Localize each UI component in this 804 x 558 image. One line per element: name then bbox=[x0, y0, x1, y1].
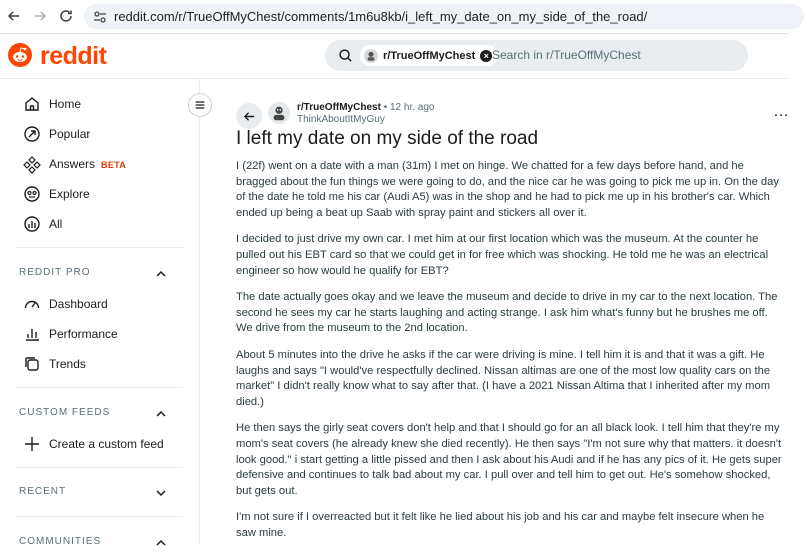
subreddit-filter-chip[interactable] bbox=[360, 45, 498, 66]
collapse-sidebar-button[interactable] bbox=[188, 93, 212, 117]
sidebar-item-label: All bbox=[49, 217, 63, 231]
subreddit-link[interactable]: r/TrueOffMyChest bbox=[297, 102, 381, 113]
sidebar-divider bbox=[16, 247, 183, 248]
performance-icon bbox=[23, 325, 41, 343]
author-link[interactable]: ThinkAboutItMyGuy bbox=[297, 114, 385, 125]
post-time: 12 hr. ago bbox=[389, 102, 435, 113]
dashboard-icon bbox=[23, 295, 41, 313]
reddit-logo-icon[interactable] bbox=[8, 43, 32, 67]
answers-icon bbox=[23, 155, 41, 173]
post-paragraph: About 5 minutes into the drive he asks if the car were driving is mine. I tell him it is and that it was a gift. He laughs and says "I would've respectfully declined. Nissan altimas are one of the most low quality cars on the market" I didn't really know what to say after that. (I have a 2021 Nissan Altima that I inherited after my mom died.) bbox=[236, 348, 771, 408]
search-input[interactable]: Search in r/TrueOffMyChest bbox=[492, 48, 641, 62]
sidebar-divider bbox=[16, 467, 183, 468]
search-icon bbox=[338, 48, 353, 63]
post-paragraph: I (22f) went on a date with a man (31m) I met on hinge. We chatted for a few days before hand, and he bragged about the fun things we were going to do, and the nice car he was going to pick me up in. On the day of the date he told me his car (Audi A5) was in the shop and he had to pick me up in his brother's car. Which ended up being a beat up Saab with spray paint and stickers all over it. bbox=[236, 160, 779, 219]
post-meta bbox=[297, 102, 434, 126]
site-settings-icon[interactable] bbox=[92, 9, 108, 25]
section-heading: COMMUNITIES bbox=[19, 536, 102, 547]
chevron-up-icon[interactable] bbox=[154, 407, 168, 421]
sidebar-item-performance[interactable] bbox=[0, 319, 199, 349]
sidebar-item-label: Performance bbox=[49, 327, 118, 341]
section-reddit-pro[interactable] bbox=[0, 259, 199, 289]
post-paragraph: I decided to just drive my own car. I met him at our first location which was the museum. At the counter he pulled out his EBT card so that we could get in for free which was shocking. He told me he was an electrical engineer so how would he qualify for EBT? bbox=[236, 233, 769, 277]
section-heading: REDDIT PRO bbox=[19, 267, 91, 278]
back-arrow-icon[interactable] bbox=[6, 8, 22, 24]
chevron-up-icon[interactable] bbox=[154, 267, 168, 281]
post-paragraph: He then says the girly seat covers don't help and that I should go for an all black look. I tell him that they're my mom's seat covers (he already knew she died recently). He then says "I'm not sure why that matters. it doesn't look good." i start getting a little pissed and then I ask about his Audi and if he has any pics of it. He gets super defensive and continues to talk bad about my car. I pull over and tell him to get out. He's somehow shocked, but gets out. bbox=[236, 422, 782, 497]
sidebar-item-label: Home bbox=[49, 97, 82, 111]
sidebar-item-label: Popular bbox=[49, 127, 91, 141]
post-paragraph: The date actually goes okay and we leave the museum and decide to drive in my car to the next location. The second he sees my car he starts laughing and acting strange. I ask him what's funny but he brushes me off. We drive from the museum to the 2nd location. bbox=[236, 291, 778, 335]
post-paragraph: I'm not sure if I overreacted but it felt like he lied about his job and his car and maybe felt insecure when he saw mine. bbox=[236, 511, 765, 539]
site-header bbox=[0, 34, 788, 79]
answers-label: Answers bbox=[49, 157, 96, 171]
back-button[interactable] bbox=[236, 103, 262, 129]
section-heading: CUSTOM FEEDS bbox=[19, 407, 111, 418]
section-recent[interactable] bbox=[0, 478, 199, 508]
sidebar-item-label: Dashboard bbox=[49, 297, 108, 311]
section-communities[interactable] bbox=[0, 528, 199, 558]
chevron-down-icon[interactable] bbox=[154, 486, 168, 500]
sidebar-item-label: Explore bbox=[49, 187, 90, 201]
reload-icon[interactable] bbox=[58, 8, 74, 24]
left-sidebar bbox=[0, 79, 200, 545]
sidebar-item-answers[interactable] bbox=[0, 149, 199, 179]
subreddit-avatar[interactable] bbox=[268, 102, 290, 124]
sidebar-item-label: Trends bbox=[49, 357, 86, 371]
beta-badge: BETA bbox=[101, 160, 127, 170]
browser-toolbar bbox=[0, 0, 788, 34]
reddit-wordmark[interactable]: reddit bbox=[40, 42, 107, 70]
home-icon bbox=[23, 95, 41, 113]
sidebar-item-explore[interactable] bbox=[0, 179, 199, 209]
sidebar-item-dashboard[interactable] bbox=[0, 289, 199, 319]
address-bar[interactable] bbox=[84, 4, 804, 29]
meta-separator: • bbox=[383, 102, 388, 113]
plus-icon bbox=[23, 435, 41, 453]
sidebar-divider bbox=[16, 387, 183, 388]
sidebar-item-label bbox=[49, 157, 126, 171]
more-options-icon[interactable]: … bbox=[773, 103, 790, 120]
remove-filter-icon[interactable]: × bbox=[480, 50, 492, 62]
post-title: I left my date on my side of the road bbox=[236, 128, 539, 149]
subreddit-chip-label: r/TrueOffMyChest bbox=[383, 49, 476, 62]
trends-icon bbox=[23, 355, 41, 373]
subreddit-avatar-icon bbox=[269, 103, 289, 123]
back-arrow-icon bbox=[243, 110, 256, 123]
explore-icon bbox=[23, 185, 41, 203]
sidebar-item-trends[interactable] bbox=[0, 349, 199, 379]
section-heading: RECENT bbox=[19, 486, 67, 497]
search-bar[interactable] bbox=[325, 40, 748, 71]
hamburger-icon bbox=[194, 99, 206, 111]
sidebar-item-home[interactable] bbox=[0, 89, 199, 119]
forward-arrow-icon[interactable] bbox=[32, 8, 48, 24]
all-icon bbox=[23, 215, 41, 233]
sidebar-item-label: Create a custom feed bbox=[49, 437, 164, 451]
sidebar-divider bbox=[16, 516, 183, 517]
chevron-up-icon[interactable] bbox=[154, 536, 168, 550]
create-custom-feed-button[interactable] bbox=[0, 429, 199, 459]
subreddit-avatar-icon bbox=[364, 49, 378, 63]
popular-icon bbox=[23, 125, 41, 143]
sidebar-item-all[interactable] bbox=[0, 209, 199, 239]
sidebar-item-popular[interactable] bbox=[0, 119, 199, 149]
section-custom-feeds[interactable] bbox=[0, 399, 199, 429]
post-body bbox=[236, 159, 786, 552]
url-text[interactable]: reddit.com/r/TrueOffMyChest/comments/1m6u8kb/i_left_my_date_on_my_side_of_the_road/ bbox=[114, 9, 648, 24]
